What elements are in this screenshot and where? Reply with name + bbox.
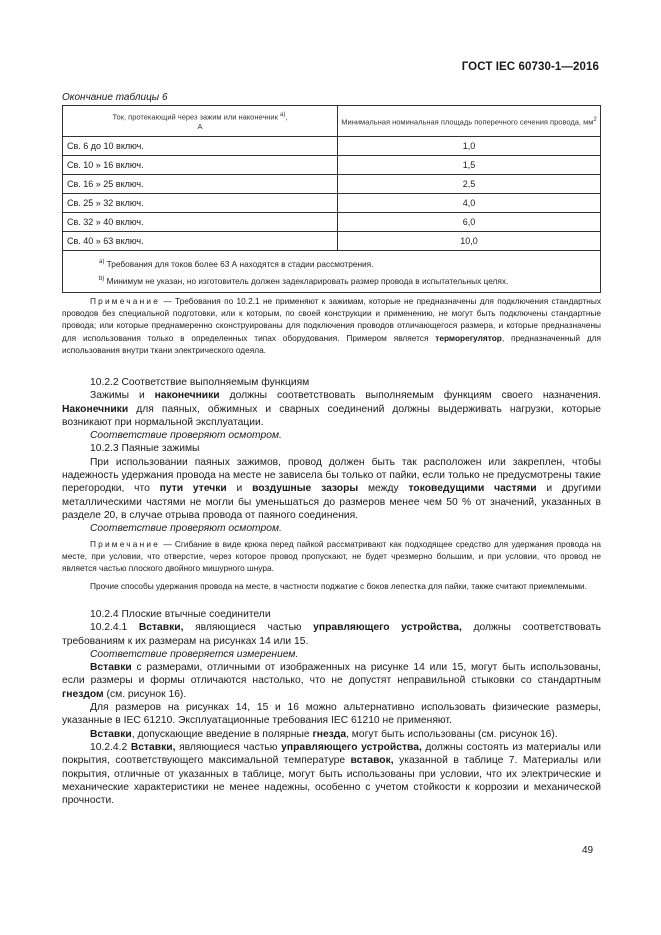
compliance-check: Соответствие проверяют осмотром. bbox=[90, 523, 282, 535]
table-header-row bbox=[63, 106, 601, 137]
table-row bbox=[63, 213, 601, 232]
table-caption: Окончание таблицы 6 bbox=[62, 92, 168, 103]
paragraph: Зажимы и наконечники должны соответствовать выполняемым функциям своего назначения. Наконечники для паяных, обжимных и сварных соединений должны выдерживать нагрузки, которые возникают при нормальной эксплуатации. bbox=[62, 390, 601, 428]
section-heading: 10.2.4 Плоские втычные соединители bbox=[90, 609, 271, 620]
current-cell: Св. 6 до 10 включ. bbox=[63, 137, 338, 156]
paragraph: Вставки с размерами, отличными от изображенных на рисунке 14 или 15, могут быть использованы, если размеры и формы отличаются настолько, что не допустят неправильной стыковки со стандартным гнездом (см. рисунок 16). bbox=[62, 662, 601, 700]
paragraph: При использовании паяных зажимов, провод должен быть так расположен или закреплен, чтобы надежность удержания провода на месте не зависела бы только от пайки, если только не предусмотрены такие перегородки, что пути утечки и воздушные зазоры между токоведущими частями и другими металлическими частями не могли бы уменьшаться до размеров менее чем 50 % от значений, указанных в разделе 20, в случае отрыва провода от паяного соединения. bbox=[62, 456, 601, 521]
current-cell: Св. 40 » 63 включ. bbox=[63, 232, 338, 251]
section-10-2-4 bbox=[62, 608, 601, 807]
page-number: 49 bbox=[582, 845, 594, 856]
current-cell: Св. 25 » 32 включ. bbox=[63, 194, 338, 213]
section-heading: 10.2.3 Паяные зажимы bbox=[90, 443, 200, 455]
paragraph: 10.2.4.2 Вставки, являющиеся частью управляющего устройства, должны состоять из материалы или покрытия, соответствующего максимальной температуре вставок, указанной в таблице 7. Материалы или покрытия, отличные от указанных в таблице, могут быть использованы при условии, что их электрические и механические характеристики не менее надежны, особенно с учетом стойкости к коррозии и механической прочности. bbox=[62, 741, 602, 807]
table-footnotes bbox=[63, 251, 601, 293]
note-terminals: Примечание — Требования по 10.2.1 не применяют к зажимам, которые не предназначены для подключения стандартных проводов без специальной подготовки, или к которым, по своей конструкции и применению, не могут быть подключены стандартные провода; или которые преднамеренно сконструированы для подключения проводов отличающегося размера, и которые предназначены для использования только в определенных типах оборудования. Примером является терморегулятор, предназначенный для использования внутри ткани электрического одеяла. bbox=[62, 296, 602, 355]
col1-header: Ток, протекающий через зажим или наконечник $^{a)}$, А bbox=[63, 106, 338, 137]
compliance-check: Соответствие проверяют осмотром. bbox=[90, 430, 282, 442]
section-10-2-2 bbox=[62, 376, 601, 536]
document-id: ГОСТ IEC 60730-1—2016 bbox=[461, 61, 599, 73]
table-row bbox=[63, 175, 601, 194]
footnotes-cell bbox=[63, 251, 601, 293]
col2-header: Минимальная номинальная площадь поперечного сечения провода, $мм^2$ bbox=[338, 106, 601, 137]
paragraph: Для размеров на рисунках 14, 15 и 16 можно альтернативно использовать физические размеры, указанные в IEC 61210. Эксплуатационные требования IEC 61210 не применяют. bbox=[62, 702, 601, 727]
current-cell: Св. 32 » 40 включ. bbox=[63, 213, 338, 232]
area-cell: 1,0 bbox=[338, 137, 601, 156]
footnote-a: $^{a)}$ Требования для токов более 63 А находятся в стадии рассмотрения. bbox=[99, 258, 374, 269]
table-row bbox=[63, 156, 601, 175]
paragraph: 10.2.4.1 Вставки, являющиеся частью управляющего устройства, должны соответствовать требованиям к их размерам на рисунках 14 или 15. bbox=[62, 622, 602, 647]
paragraph: Вставки, допускающие введение в полярные гнезда, могут быть использованы (см. рисунок 16). bbox=[90, 728, 558, 740]
footnote-b: $^{b)}$ Минимум не указан, но изготовитель должен задекларировать размер провода в испытательных целях. bbox=[99, 275, 509, 286]
table-row bbox=[63, 232, 601, 251]
note-text: Примечание — Сгибание в виде крюка перед пайкой рассматривают как подходящее средство для удержания провода на месте, при условии, что отверстие, через которое провод пропускают, не будет чрезмерно большим, и при условии, что провод не является частью плоского двойного мишурного шнура. bbox=[62, 539, 601, 574]
table-row bbox=[63, 137, 601, 156]
area-cell: 10,0 bbox=[338, 232, 601, 251]
area-cell: 4,0 bbox=[338, 194, 601, 213]
table-row bbox=[63, 194, 601, 213]
area-cell: 2,5 bbox=[338, 175, 601, 194]
current-cell: Св. 16 » 25 включ. bbox=[63, 175, 338, 194]
note-extra: Прочие способы удержания провода на месте, в частности поджатие с боков лепестка для пайки, также считают приемлемыми. bbox=[90, 580, 587, 591]
compliance-check: Соответствие проверяется измерением. bbox=[90, 648, 299, 660]
section-heading: 10.2.2 Соответствие выполняемым функциям bbox=[90, 377, 310, 388]
area-cell: 6,0 bbox=[338, 213, 601, 232]
area-cell: 1,5 bbox=[338, 156, 601, 175]
note-solder bbox=[62, 538, 601, 592]
wire-size-table bbox=[62, 105, 601, 293]
current-cell: Св. 10 » 16 включ. bbox=[63, 156, 338, 175]
